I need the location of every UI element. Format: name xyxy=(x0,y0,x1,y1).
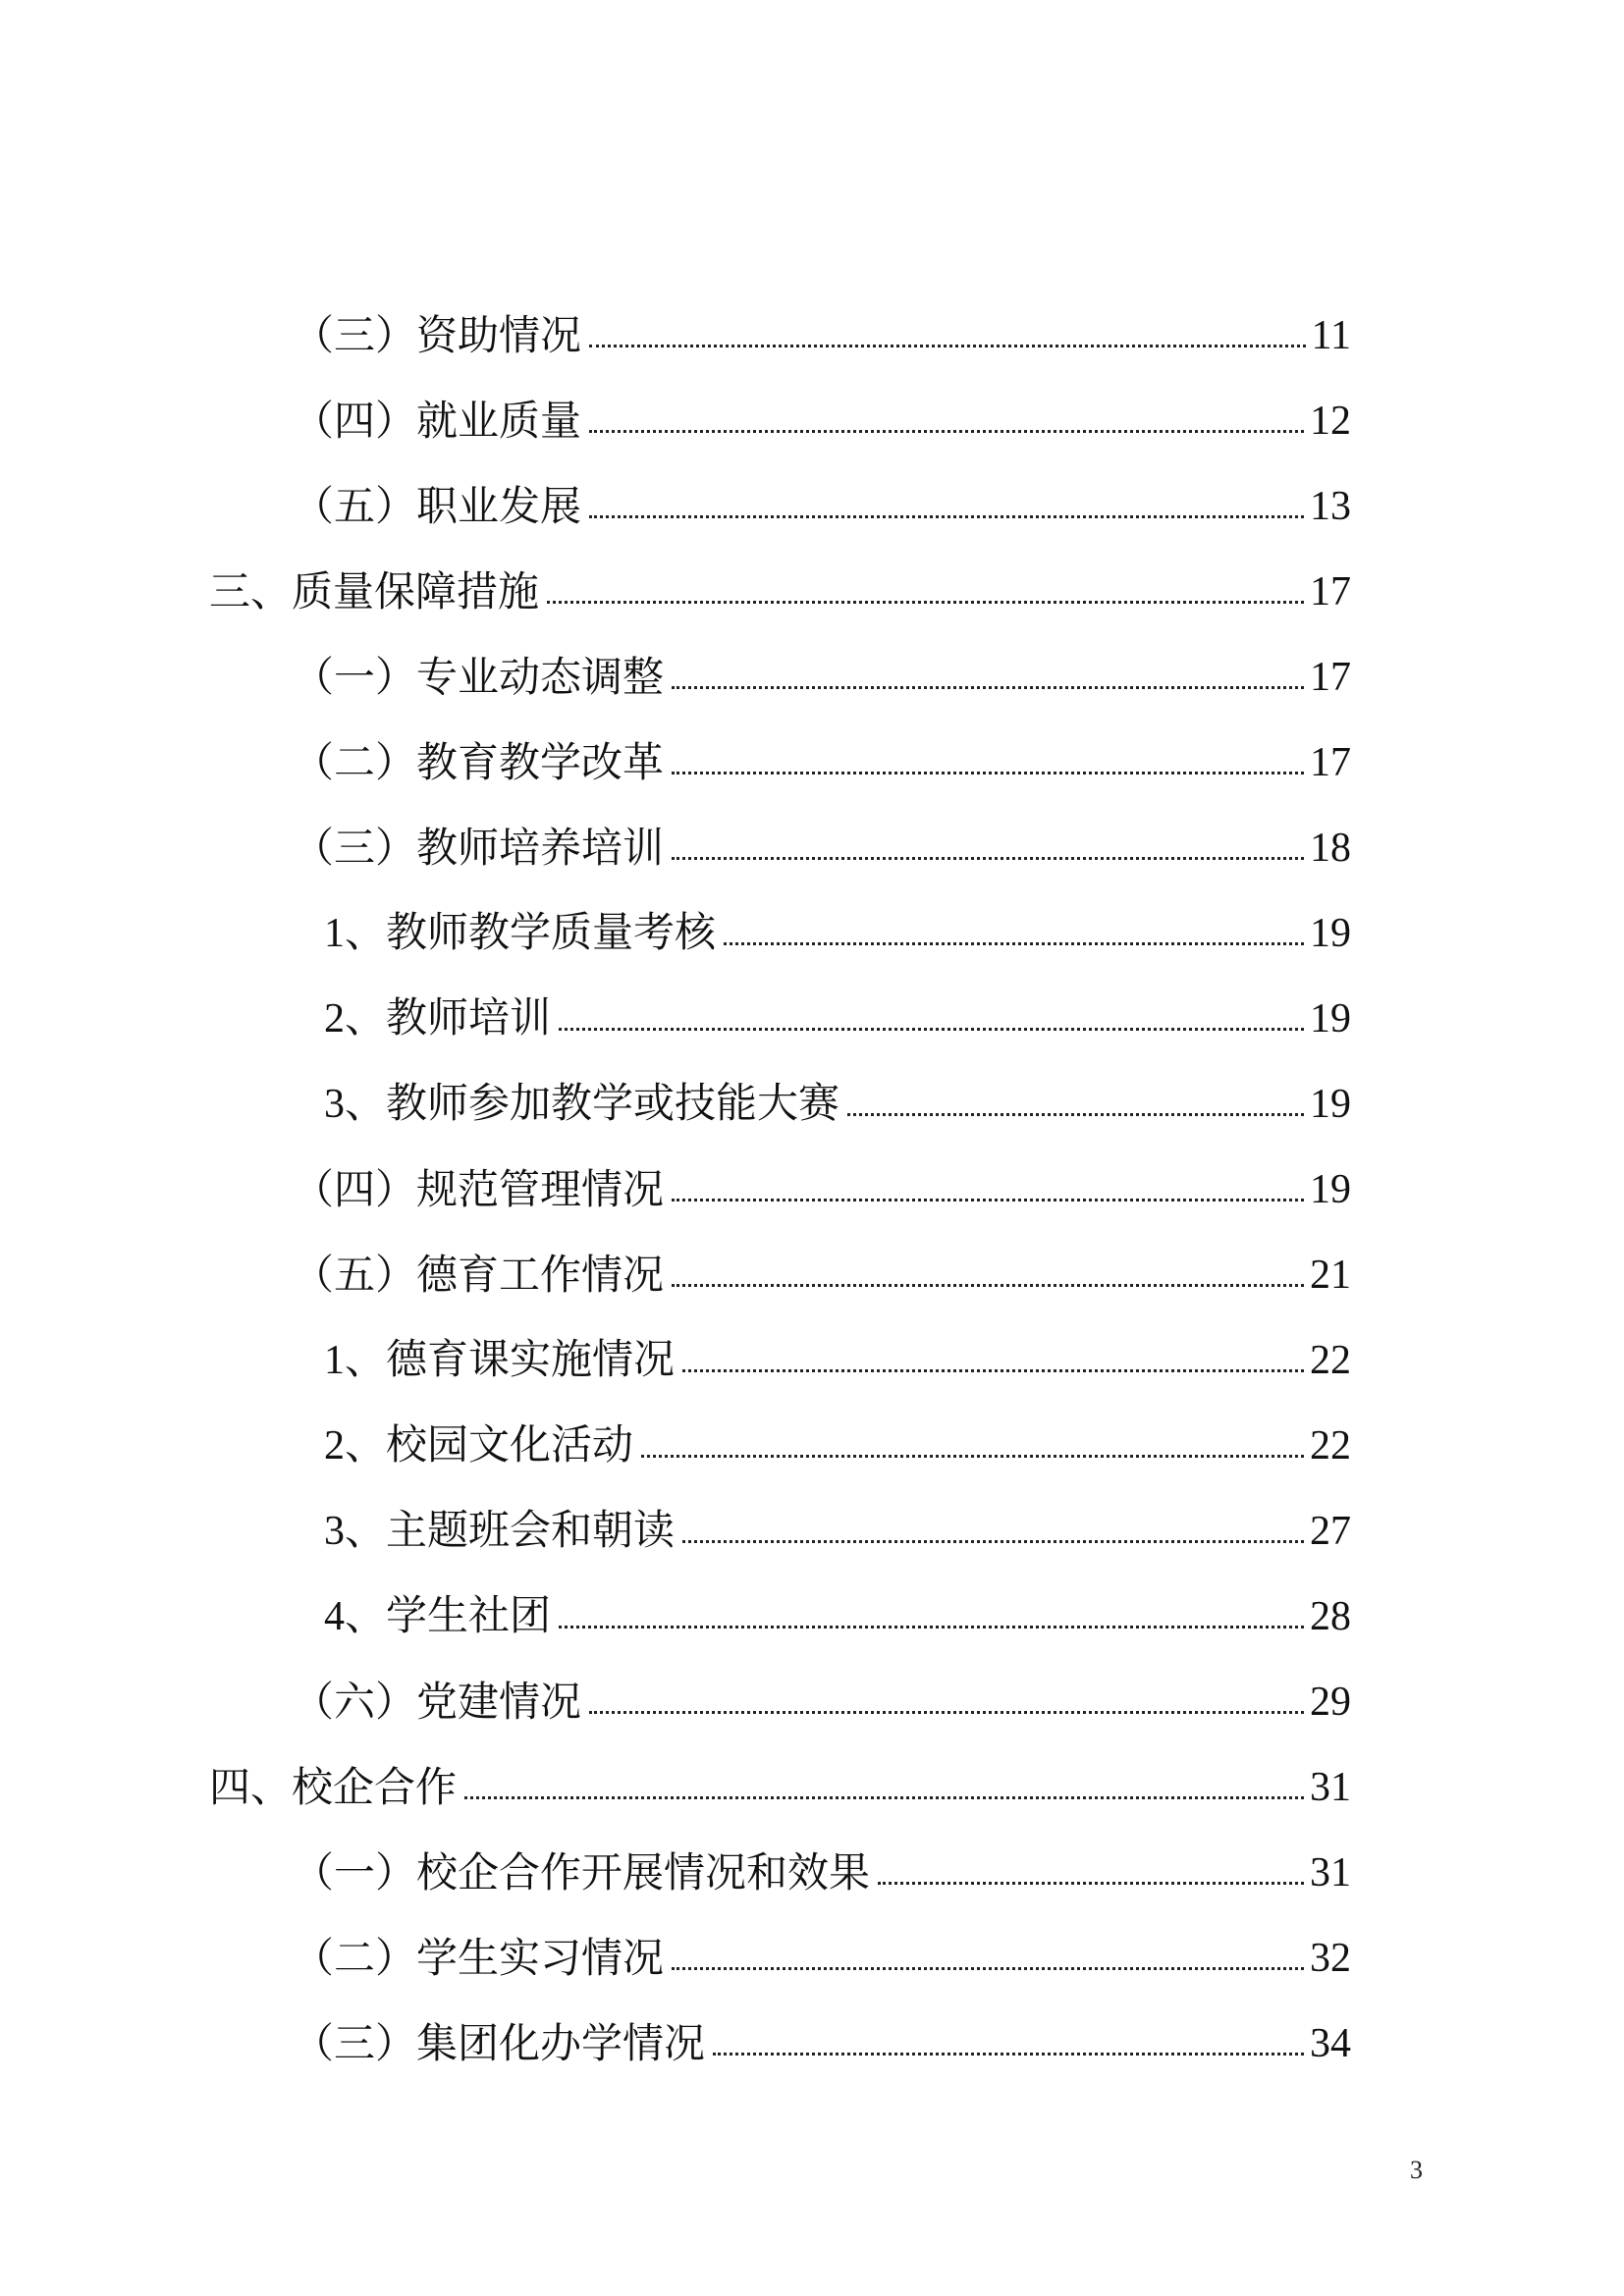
dot-leader xyxy=(672,857,1304,860)
dot-leader xyxy=(682,1540,1304,1543)
toc-entry-prefix: 3、 xyxy=(324,1082,387,1127)
toc-entry-title: 教师参加教学或技能大赛 xyxy=(386,1079,840,1127)
toc-entry-prefix: （三） xyxy=(293,2019,417,2067)
toc-entry[interactable] xyxy=(293,1151,1351,1213)
toc-entry[interactable] xyxy=(293,639,1351,701)
toc-entry-prefix: （五） xyxy=(293,1251,417,1299)
toc-entry-page: 31 xyxy=(1310,1765,1351,1810)
dot-leader xyxy=(589,430,1304,433)
toc-entry-label xyxy=(293,2019,706,2067)
toc-entry-page: 13 xyxy=(1310,484,1351,529)
toc-entry-prefix: 四、 xyxy=(209,1763,293,1811)
toc-entry-label xyxy=(293,1678,582,1726)
toc-entry-title: 教师教学质量考核 xyxy=(386,908,717,956)
dot-leader xyxy=(559,1028,1304,1031)
dot-leader xyxy=(672,1284,1304,1287)
toc-entry-label xyxy=(324,1335,676,1383)
page-number: 3 xyxy=(1410,2156,1423,2184)
dot-leader xyxy=(672,1967,1304,1970)
dot-leader xyxy=(672,1199,1304,1201)
toc-entry-page: 34 xyxy=(1310,2021,1351,2066)
toc-entry-prefix: （六） xyxy=(293,1678,417,1726)
toc-entry-label xyxy=(209,1763,458,1811)
toc-entry-prefix: （一） xyxy=(293,1848,417,1896)
toc-entry-page: 21 xyxy=(1310,1253,1351,1298)
toc-entry-title: 资助情况 xyxy=(416,311,582,359)
toc-entry-page: 27 xyxy=(1310,1509,1351,1554)
toc-entry-label xyxy=(324,993,552,1041)
toc-entry[interactable] xyxy=(293,810,1351,872)
toc-entry-label xyxy=(324,1506,676,1554)
toc-entry-prefix: 三、 xyxy=(209,567,293,615)
toc-entry[interactable] xyxy=(324,895,1351,954)
dot-leader xyxy=(589,345,1306,347)
dot-leader xyxy=(672,686,1304,689)
dot-leader xyxy=(589,1711,1304,1714)
toc-entry-page: 29 xyxy=(1310,1680,1351,1725)
toc-entry-title: 德育课实施情况 xyxy=(386,1335,676,1383)
toc-entry-title: 职业发展 xyxy=(416,482,582,530)
toc-entry-page: 19 xyxy=(1310,996,1351,1041)
dot-leader xyxy=(547,601,1304,604)
toc-entry-prefix: （三） xyxy=(293,824,417,872)
toc-entry[interactable] xyxy=(324,1322,1351,1381)
toc-entry-label xyxy=(293,1165,665,1213)
toc-entry-label xyxy=(293,738,665,786)
toc-entry-title: 德育工作情况 xyxy=(416,1251,665,1299)
toc-entry-page: 22 xyxy=(1310,1338,1351,1383)
toc-entry-prefix: （二） xyxy=(293,738,417,786)
toc-entry-prefix: （五） xyxy=(293,482,417,530)
toc-entry-title: 教师培养培训 xyxy=(416,824,665,872)
toc-entry[interactable] xyxy=(324,1493,1351,1552)
toc-entry-title: 规范管理情况 xyxy=(416,1165,665,1213)
toc-entry-prefix: 2、 xyxy=(324,996,387,1041)
toc-entry-label xyxy=(293,824,665,872)
toc-entry-label xyxy=(293,397,582,445)
toc-entry-prefix: （三） xyxy=(293,311,417,359)
toc-entry[interactable] xyxy=(293,1664,1351,1726)
toc-entry-title: 质量保障措施 xyxy=(292,567,540,615)
toc-entry-page: 32 xyxy=(1310,1936,1351,1981)
toc-entry[interactable] xyxy=(324,1408,1351,1467)
toc-entry-title: 党建情况 xyxy=(416,1678,582,1726)
dot-leader xyxy=(464,1796,1304,1799)
toc-entry[interactable] xyxy=(324,1066,1351,1125)
toc-entry-title: 校企合作 xyxy=(292,1763,458,1811)
toc-entry[interactable] xyxy=(293,297,1351,359)
toc-entry-label xyxy=(324,1420,634,1468)
toc-entry[interactable] xyxy=(324,1578,1351,1637)
toc-entry-label xyxy=(293,482,582,530)
toc-entry-prefix: 1、 xyxy=(324,911,387,956)
toc-entry-page: 17 xyxy=(1310,655,1351,700)
toc-entry-page: 18 xyxy=(1310,826,1351,871)
dot-leader xyxy=(682,1369,1304,1372)
toc-entry-page: 31 xyxy=(1310,1850,1351,1896)
toc-entry-label xyxy=(293,311,582,359)
dot-leader xyxy=(724,942,1304,945)
toc-entry-label xyxy=(209,567,540,615)
toc-entry[interactable] xyxy=(293,1920,1351,1982)
toc-entry-title: 就业质量 xyxy=(416,397,582,445)
dot-leader xyxy=(559,1626,1304,1629)
toc-entry-title: 主题班会和朝读 xyxy=(386,1506,676,1554)
dot-leader xyxy=(672,772,1304,774)
toc-entry-page: 17 xyxy=(1310,740,1351,785)
toc-entry-title: 教育教学改革 xyxy=(416,738,665,786)
toc-entry[interactable] xyxy=(209,554,1351,613)
toc-entry-label xyxy=(293,1848,871,1896)
dot-leader xyxy=(847,1113,1304,1116)
toc-entry-title: 教师培训 xyxy=(386,993,552,1041)
toc-entry[interactable] xyxy=(293,468,1351,530)
toc-entry-prefix: 3、 xyxy=(324,1509,387,1554)
toc-entry-page: 11 xyxy=(1311,313,1351,358)
toc-entry-title: 校园文化活动 xyxy=(386,1420,634,1468)
dot-leader xyxy=(713,2053,1304,2056)
toc-entry-page: 12 xyxy=(1310,399,1351,444)
toc-entry-page: 19 xyxy=(1310,911,1351,956)
toc-entry-title: 集团化办学情况 xyxy=(416,2019,706,2067)
toc-entry-page: 19 xyxy=(1310,1167,1351,1212)
dot-leader xyxy=(589,515,1304,518)
toc-entry-prefix: 4、 xyxy=(324,1594,387,1639)
toc-entry-page: 17 xyxy=(1310,569,1351,614)
toc-entry-label xyxy=(293,1251,665,1299)
toc-entry-label xyxy=(324,908,717,956)
toc-entry-title: 学生社团 xyxy=(386,1591,552,1639)
toc-entry[interactable] xyxy=(293,1237,1351,1299)
toc-entry-label xyxy=(293,1934,665,1982)
toc-entry[interactable] xyxy=(209,1749,1351,1811)
toc-entry-label xyxy=(293,653,665,701)
toc-entry-title: 学生实习情况 xyxy=(416,1934,665,1982)
dot-leader xyxy=(878,1882,1304,1885)
toc-entry-prefix: （二） xyxy=(293,1934,417,1982)
toc-entry-prefix: （四） xyxy=(293,397,417,445)
toc-entry-label xyxy=(324,1591,552,1639)
toc-entry-page: 22 xyxy=(1310,1423,1351,1468)
toc-entry-prefix: 2、 xyxy=(324,1423,387,1468)
toc-entry-title: 专业动态调整 xyxy=(416,653,665,701)
toc-entry[interactable] xyxy=(293,383,1351,445)
toc-entry-label xyxy=(324,1079,840,1127)
toc-entry[interactable] xyxy=(324,981,1351,1040)
toc-entry[interactable] xyxy=(293,1835,1351,1894)
toc-entry-prefix: 1、 xyxy=(324,1338,387,1383)
toc-entry-page: 19 xyxy=(1310,1082,1351,1127)
dot-leader xyxy=(641,1455,1304,1458)
toc-entry[interactable] xyxy=(293,724,1351,786)
toc-entry-title: 校企合作开展情况和效果 xyxy=(416,1848,871,1896)
toc-entry-prefix: （一） xyxy=(293,653,417,701)
toc-entry[interactable] xyxy=(293,2005,1351,2067)
toc-entry-prefix: （四） xyxy=(293,1165,417,1213)
toc-entry-page: 28 xyxy=(1310,1594,1351,1639)
